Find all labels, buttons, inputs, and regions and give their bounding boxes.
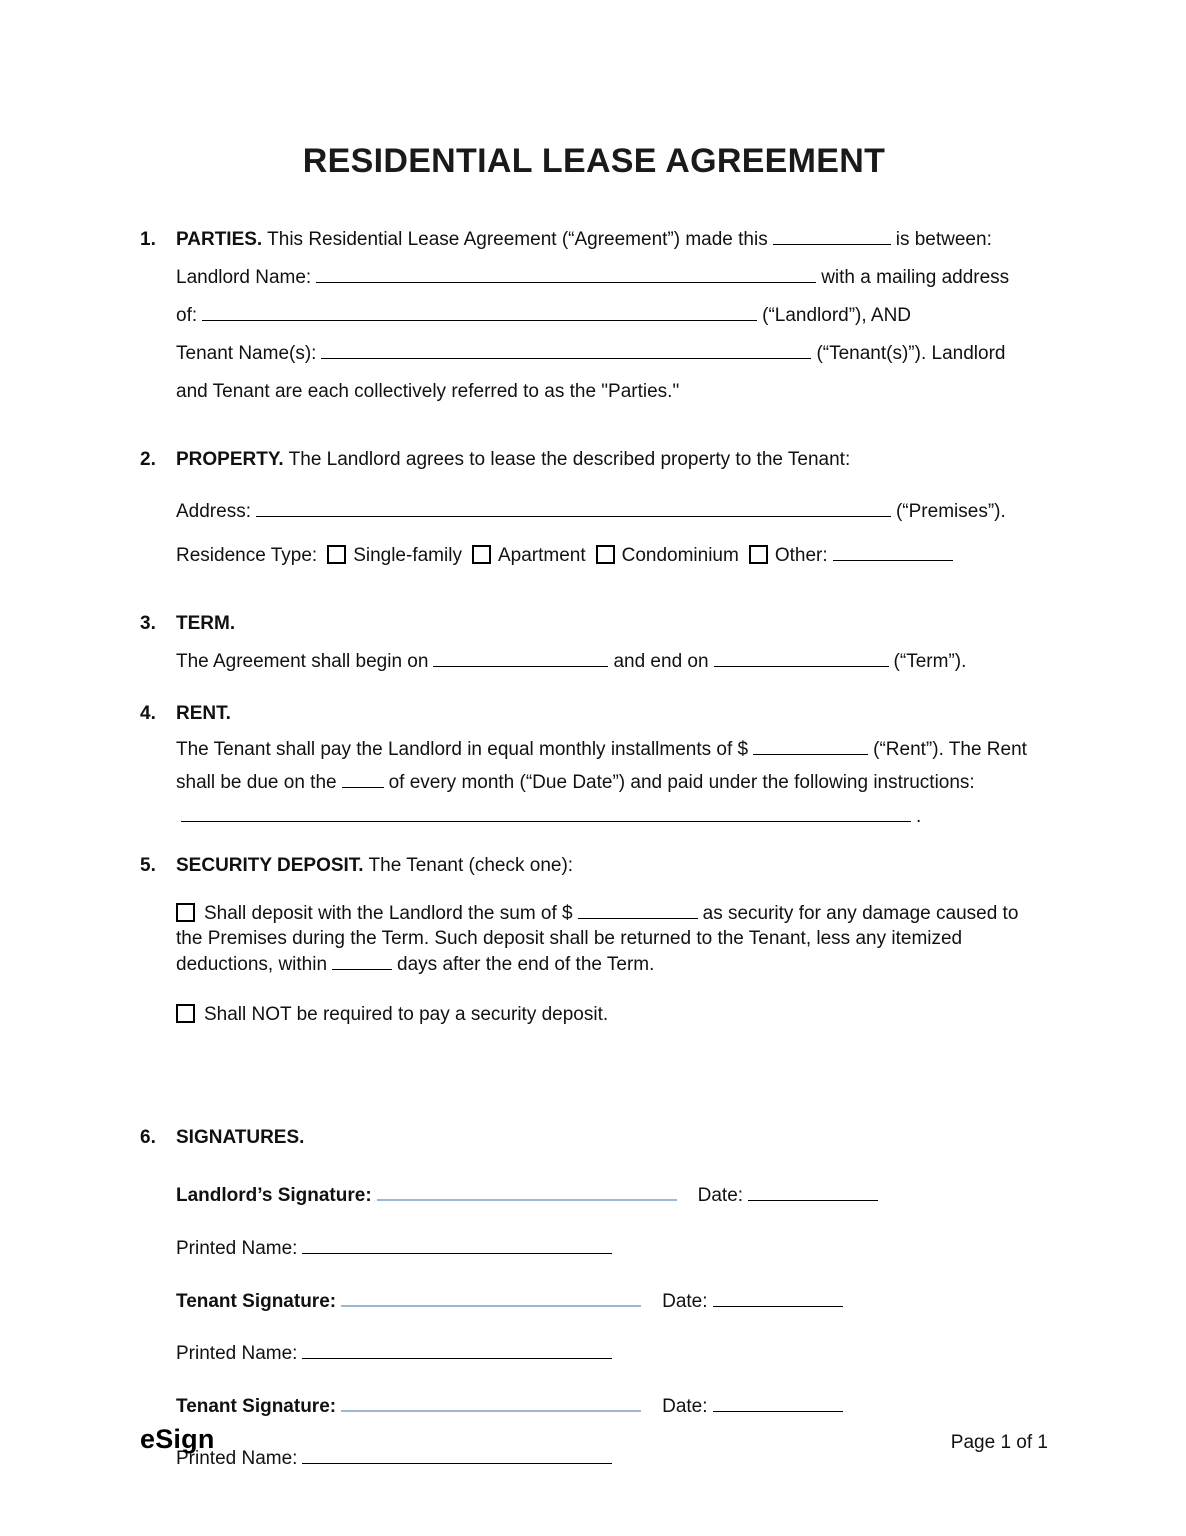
term-term-text: (“Term”).: [893, 651, 967, 672]
of-label: of:: [176, 305, 198, 326]
landlord-signature-row: [176, 1183, 1048, 1210]
landlord-and-text: (“Landlord”), AND: [762, 305, 912, 326]
single-family-label: Single-family: [353, 545, 462, 566]
section-number: 5.: [140, 854, 156, 876]
deposit-text-1: Shall deposit with the Landlord the sum of $: [204, 902, 573, 924]
section-number: 4.: [140, 703, 156, 724]
property-address-field[interactable]: [256, 502, 891, 517]
security-heading: SECURITY DEPOSIT.: [176, 854, 364, 876]
parties-line-4: [176, 335, 1048, 373]
landlord-printed-name-field[interactable]: [302, 1239, 612, 1254]
section-property: [140, 441, 1048, 575]
deposit-option-2: [176, 1002, 1048, 1028]
section-security-deposit: [140, 847, 1048, 1028]
landlord-address-field[interactable]: [202, 306, 757, 321]
printed-name-label: Printed Name:: [176, 1448, 298, 1470]
tenant-names-field[interactable]: [321, 344, 811, 359]
date-label: Date:: [662, 1290, 708, 1312]
deposit-text-2: as security for any damage caused to the Premises during the Term. Such deposit shall be returned to the Tenant, less any itemized deductions, within: [176, 902, 1019, 976]
condominium-checkbox[interactable]: [596, 545, 615, 564]
rent-due-text: (“Rent”). The Rent shall be due on the: [176, 739, 1027, 794]
single-family-checkbox[interactable]: [327, 545, 346, 564]
term-line: [176, 643, 1048, 681]
section-number: 6.: [140, 1127, 156, 1149]
date-label: Date:: [697, 1185, 744, 1207]
property-intro-text: The Landlord agrees to lease the described property to the Tenant:: [288, 449, 851, 470]
section-parties: [140, 221, 1048, 411]
rent-amount-field[interactable]: [753, 740, 868, 755]
tenant-signature-label: Tenant Signature:: [176, 1395, 337, 1417]
parties-made-this-text: This Residential Lease Agreement (“Agreement”) made this: [267, 229, 768, 250]
no-deposit-checkbox[interactable]: [176, 1004, 195, 1023]
other-label: Other:: [774, 545, 828, 566]
section-number: 1.: [140, 229, 156, 250]
tenant-signature-label: Tenant Signature:: [176, 1290, 337, 1312]
landlord-name-label: Landlord Name:: [176, 267, 312, 288]
deposit-amount-field[interactable]: [578, 904, 698, 919]
term-start-date-field[interactable]: [433, 652, 608, 667]
landlord-signature-field[interactable]: [377, 1186, 677, 1201]
deposit-text-3: days after the end of the Term.: [397, 954, 655, 976]
condominium-label: Condominium: [621, 545, 739, 566]
page-title: RESIDENTIAL LEASE AGREEMENT: [302, 142, 886, 180]
landlord-name-field[interactable]: [316, 268, 816, 283]
printed-name-label: Printed Name:: [176, 1343, 298, 1365]
agreement-date-field[interactable]: [773, 230, 891, 245]
landlord-signature-date-field[interactable]: [748, 1186, 878, 1201]
no-deposit-text: Shall NOT be required to pay a security deposit.: [204, 1003, 609, 1025]
tenant2-signature-field[interactable]: [341, 1397, 641, 1412]
residence-type-line: [176, 537, 1048, 575]
parties-heading: PARTIES.: [176, 229, 263, 250]
rent-due-date-text: of every month (“Due Date”) and paid under the following instructions:: [388, 772, 975, 794]
parties-line-1: [176, 221, 1048, 259]
tenant-signature-row-1: [176, 1289, 1048, 1316]
landlord-printed-name-row: [176, 1236, 1048, 1263]
tenant-printed-name-row-1: [176, 1341, 1048, 1368]
property-heading: PROPERTY.: [176, 449, 284, 470]
tenants-landlord-text: (“Tenant(s)”). Landlord: [816, 343, 1006, 364]
page-number: Page 1 of 1: [950, 1432, 1048, 1453]
tenant-signature-row-2: [176, 1394, 1048, 1421]
address-label: Address:: [176, 501, 251, 522]
term-end-date-field[interactable]: [714, 652, 889, 667]
apartment-label: Apartment: [497, 545, 586, 566]
tenant2-signature-date-field[interactable]: [713, 1397, 843, 1412]
section-number: 3.: [140, 613, 156, 634]
rent-installments-text: The Tenant shall pay the Landlord in equal monthly installments of $: [176, 739, 749, 760]
esign-logo: eSign: [140, 1424, 215, 1454]
rent-paragraph: [176, 733, 1048, 833]
tenant-names-label: Tenant Name(s):: [176, 343, 317, 364]
parties-is-between-text: is between:: [895, 229, 992, 250]
tenant1-signature-field[interactable]: [341, 1292, 641, 1307]
tenant1-signature-date-field[interactable]: [713, 1292, 843, 1307]
section-signatures: [140, 1119, 1048, 1473]
rent-period-text: .: [916, 805, 922, 827]
property-address-line: [176, 493, 1048, 531]
residence-type-label: Residence Type:: [176, 545, 318, 566]
page-footer: [140, 1424, 1048, 1455]
property-heading-line: [176, 441, 1048, 479]
deposit-return-days-field[interactable]: [332, 955, 392, 970]
section-rent: [140, 695, 1048, 833]
term-heading: TERM.: [176, 613, 236, 634]
residence-other-field[interactable]: [833, 546, 953, 561]
other-checkbox[interactable]: [749, 545, 768, 564]
apartment-checkbox[interactable]: [472, 545, 491, 564]
section-term: [140, 605, 1048, 681]
payment-instructions-field[interactable]: [181, 807, 911, 822]
security-intro-text: The Tenant (check one):: [368, 854, 574, 876]
mailing-address-text: with a mailing address: [821, 267, 1010, 288]
term-and-end-text: and end on: [613, 651, 709, 672]
deposit-required-checkbox[interactable]: [176, 903, 195, 922]
premises-text: (“Premises”).: [895, 501, 1006, 522]
parties-line-3: [176, 297, 1048, 335]
rent-due-day-field[interactable]: [342, 773, 384, 788]
tenant1-printed-name-field[interactable]: [302, 1344, 612, 1359]
date-label: Date:: [662, 1395, 708, 1417]
signatures-heading: SIGNATURES.: [176, 1127, 305, 1149]
printed-name-label: Printed Name:: [176, 1237, 298, 1259]
landlord-signature-label: Landlord’s Signature:: [176, 1185, 372, 1207]
parties-line-5: and Tenant are each collectively referred to as the "Parties.": [176, 381, 680, 402]
rent-heading: RENT.: [176, 703, 231, 724]
section-number: 2.: [140, 449, 156, 470]
security-heading-line: [176, 847, 1048, 885]
term-begin-text: The Agreement shall begin on: [176, 651, 429, 672]
parties-line-2: [176, 259, 1048, 297]
deposit-option-1: [176, 901, 1048, 978]
